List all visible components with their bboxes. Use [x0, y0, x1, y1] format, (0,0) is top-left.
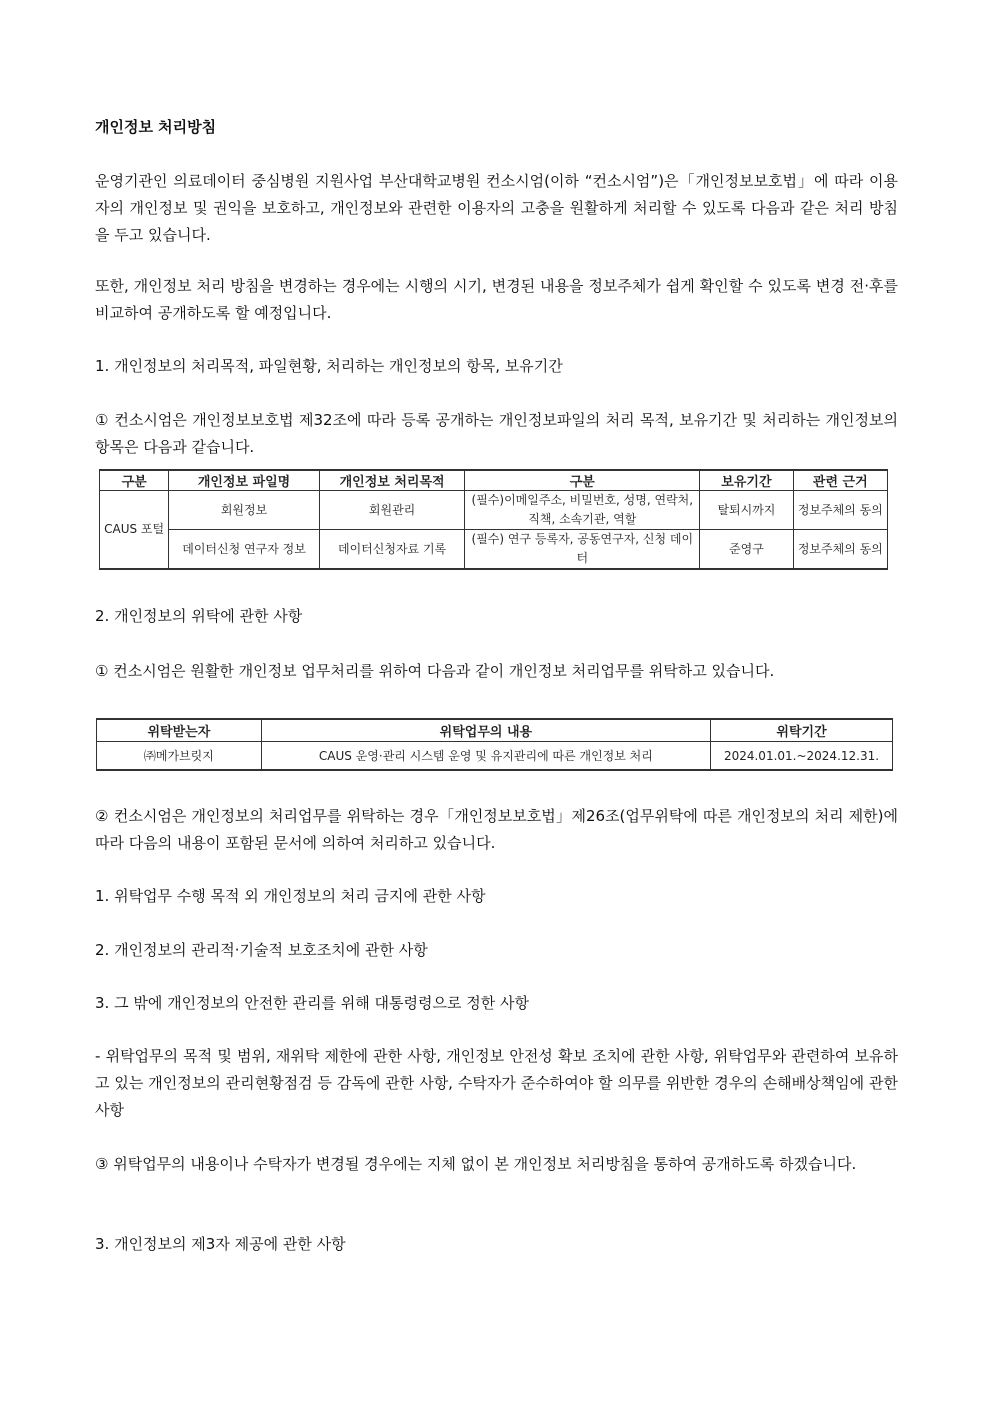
- table-row: [100, 491, 888, 530]
- items-cell: (필수)이메일주소, 비밀번호, 성명, 연락처, 직책, 소속기관, 역할: [465, 491, 700, 530]
- table-header-row: [100, 470, 888, 491]
- table-header-row: [97, 719, 893, 742]
- company-cell: ㈜메가브릿지: [97, 742, 262, 771]
- file-name-cell: 회원정보: [169, 491, 320, 530]
- col-header-basis: 관련 근거: [793, 470, 887, 491]
- file-name-cell: 데이터신청 연구자 정보: [169, 530, 320, 570]
- section3-heading: 3. 개인정보의 제3자 제공에 관한 사항: [95, 1235, 346, 1253]
- col-header-file-name: 개인정보 파일명: [169, 470, 320, 491]
- basis-cell: 정보주체의 동의: [793, 491, 887, 530]
- retention-cell: 준영구: [700, 530, 793, 570]
- intro-paragraph: 운영기관인 의료데이터 중심병원 지원사업 부산대학교병원 컨소시엄(이하 “컨소시엄”)은「개인정보보호법」에 따라 이용자의 개인정보 및 권익을 보호하고, 개인정보와 관련한 이용자의 고충을 원활하게 처리할 수 있도록 다음과 같은 처리 방침을 두고 있습니다.: [95, 172, 898, 244]
- basis-cell: 정보주체의 동의: [793, 530, 887, 570]
- col-header-purpose: 개인정보 처리목적: [319, 470, 465, 491]
- col-header-task: 위탁업무의 내용: [261, 719, 710, 742]
- section2-paragraph-2: ② 컨소시엄은 개인정보의 처리업무를 위탁하는 경우「개인정보보호법」제26조(업무위탁에 따른 개인정보의 처리 제한)에 따라 다음의 내용이 포함된 문서에 의하여 처리하고 있습니다.: [95, 807, 898, 852]
- period-cell: 2024.01.01.~2024.12.31.: [711, 742, 893, 771]
- document-title: 개인정보 처리방침: [95, 118, 217, 136]
- list-item: 3. 그 밖에 개인정보의 안전한 관리를 위해 대통령령으로 정한 사항: [95, 994, 529, 1012]
- table-row: [97, 742, 893, 771]
- personal-info-file-table: [99, 469, 888, 570]
- col-header-items: 구분: [465, 470, 700, 491]
- notice-paragraph: 또한, 개인정보 처리 방침을 변경하는 경우에는 시행의 시기, 변경된 내용을 정보주체가 쉽게 확인할 수 있도록 변경 전·후를 비교하여 공개하도록 할 예정입니다.: [95, 277, 898, 322]
- entrustment-table: [96, 718, 893, 771]
- col-header-company: 위탁받는자: [97, 719, 262, 742]
- group-cell: CAUS 포털: [100, 491, 169, 570]
- col-header-retention: 보유기간: [700, 470, 793, 491]
- section2-paragraph-3: ③ 위탁업무의 내용이나 수탁자가 변경될 경우에는 지체 없이 본 개인정보 처리방침을 통하여 공개하도록 하겠습니다.: [95, 1155, 857, 1173]
- purpose-cell: 데이터신청자료 기록: [319, 530, 465, 570]
- list-item: 1. 위탁업무 수행 목적 외 개인정보의 처리 금지에 관한 사항: [95, 887, 486, 905]
- table-row: [100, 530, 888, 570]
- section2-heading: 2. 개인정보의 위탁에 관한 사항: [95, 607, 303, 625]
- section1-heading: 1. 개인정보의 처리목적, 파일현황, 처리하는 개인정보의 항목, 보유기간: [95, 357, 563, 375]
- items-cell: (필수) 연구 등록자, 공동연구자, 신청 데이터: [465, 530, 700, 570]
- retention-cell: 탈퇴시까지: [700, 491, 793, 530]
- list-item: 2. 개인정보의 관리적·기술적 보호조치에 관한 사항: [95, 941, 428, 959]
- section1-paragraph: ① 컨소시엄은 개인정보보호법 제32조에 따라 등록 공개하는 개인정보파일의 처리 목적, 보유기간 및 처리하는 개인정보의 항목은 다음과 같습니다.: [95, 411, 898, 456]
- purpose-cell: 회원관리: [319, 491, 465, 530]
- section2-detail: - 위탁업무의 목적 및 범위, 재위탁 제한에 관한 사항, 개인정보 안전성 확보 조치에 관한 사항, 위탁업무와 관련하여 보유하고 있는 개인정보의 관리현황점검 등 감독에 관한 사항, 수탁자가 준수하여야 할 의무를 위반한 경우의 손해배상책임에 관한 사항: [95, 1047, 898, 1119]
- col-header-period: 위탁기간: [711, 719, 893, 742]
- section2-paragraph-1: ① 컨소시엄은 원활한 개인정보 업무처리를 위하여 다음과 같이 개인정보 처리업무를 위탁하고 있습니다.: [95, 662, 775, 680]
- col-header-category: 구분: [100, 470, 169, 491]
- task-cell: CAUS 운영·관리 시스템 운영 및 유지관리에 따른 개인정보 처리: [261, 742, 710, 771]
